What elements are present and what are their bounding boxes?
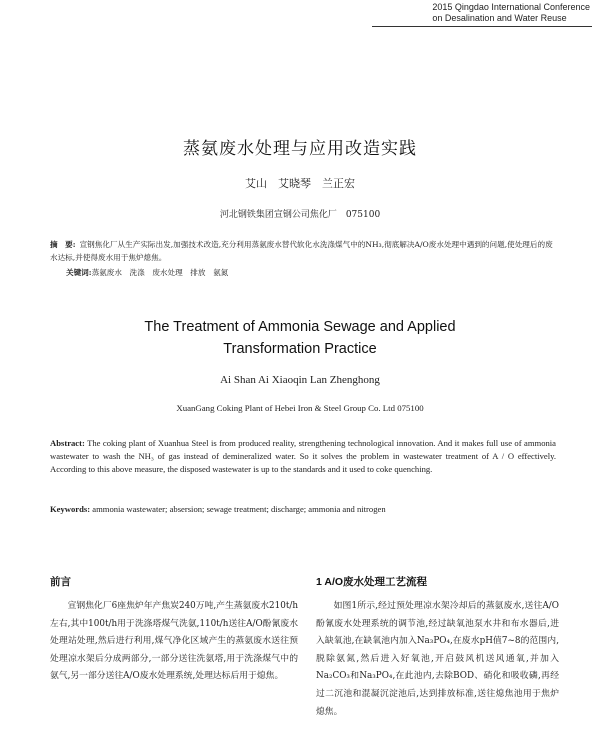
english-authors: Ai Shan Ai Xiaoqin Lan Zhenghong	[220, 374, 380, 386]
conference-name-line1: 2015 Qingdao International Conference	[432, 2, 590, 12]
chinese-abstract-text: 宣钢焦化厂从生产实际出发,加强技术改造,充分利用蒸氨废水替代软化水洗涤煤气中的NH₃,彻底解决A/O废水处理中遇到的问题,使处理后的废水达标,并使得废水用于焦炉熄焦。	[50, 240, 553, 262]
process-paragraph: 如图1所示,经过预处理凉水架冷却后的蒸氨废水,送往A/O酚氰废水处理系统的调节池,经过缺氧池泵水井和布水器后,进入缺氧池,在缺氧池内加入Na₃PO₄,在废水pH值7~8的范围内,脱除氨氮,然后进入好氧池,开启鼓风机送风通氧,并加入Na₂CO₃和Na₃PO₄,在此池内,去除BOD、硝化和吸收磷,再经过二沉池和混凝沉淀池后,达到排放标准,送往熄焦池用于焦炉熄焦。	[316, 601, 559, 717]
conference-name-line2: on Desalination and Water Reuse	[432, 13, 567, 23]
header-rule	[372, 26, 592, 27]
english-abstract	[50, 437, 556, 476]
english-keywords	[50, 504, 556, 514]
chinese-keywords-text: 蒸氨废水 洗涤 废水处理 排放 氨氮	[91, 268, 229, 277]
chinese-authors: 艾山 艾晓琴 兰正宏	[245, 177, 355, 190]
english-title-line1: The Treatment of Ammonia Sewage and Applied	[144, 319, 456, 335]
english-title	[0, 316, 600, 360]
right-column	[316, 598, 559, 721]
chinese-abstract-label: 摘 要:	[50, 240, 76, 249]
english-keywords-label: Keywords:	[50, 504, 91, 514]
preface-paragraph: 宣钢焦化厂6座焦炉年产焦炭240万吨,产生蒸氨废水210t/h左右,其中100t/h用于洗涤塔煤气洗氨,110t/h送往A/O酚氰废水处理站处理,然后进行利用,煤气净化区域产生的蒸氨废水送往预处理凉水架后分成两部分,一部分送往洗氨塔,用于洗涤煤气中的氨气,另一部分送往A/O废水处理系统,处理达标后用于熄焦。	[50, 601, 298, 682]
english-title-line2: Transformation Practice	[223, 341, 377, 357]
left-column	[50, 598, 298, 686]
section-heading-preface: 前言	[50, 576, 71, 588]
section-heading-process: 1 A/O废水处理工艺流程	[316, 576, 428, 588]
chinese-affiliation: 河北钢铁集团宣钢公司焦化厂 075100	[219, 210, 381, 220]
english-abstract-text: The coking plant of Xuanhua Steel is from produced reality, strengthening technological innovation. And it makes full use of ammonia wastewater to wash the NH₃ of gas instead of demineralized water. So it solves the problem in wastewater treatment of A / O effectively. According to this above measure, the disposed wastewater is up to the standards and it used to coke quenching.	[50, 438, 556, 474]
chinese-keywords-label: 关键词:	[66, 268, 92, 277]
chinese-title: 蒸氨废水处理与应用改造实践	[183, 139, 417, 159]
english-affiliation: XuanGang Coking Plant of Hebei Iron & Steel Group Co. Ltd 075100	[176, 403, 424, 413]
chinese-keywords	[66, 267, 556, 278]
english-keywords-text: ammonia wastewater; absersion; sewage treatment; discharge; ammonia and nitrogen	[92, 504, 386, 514]
english-abstract-label: Abstract:	[50, 438, 85, 448]
conference-header	[432, 2, 590, 24]
chinese-abstract	[50, 238, 555, 264]
